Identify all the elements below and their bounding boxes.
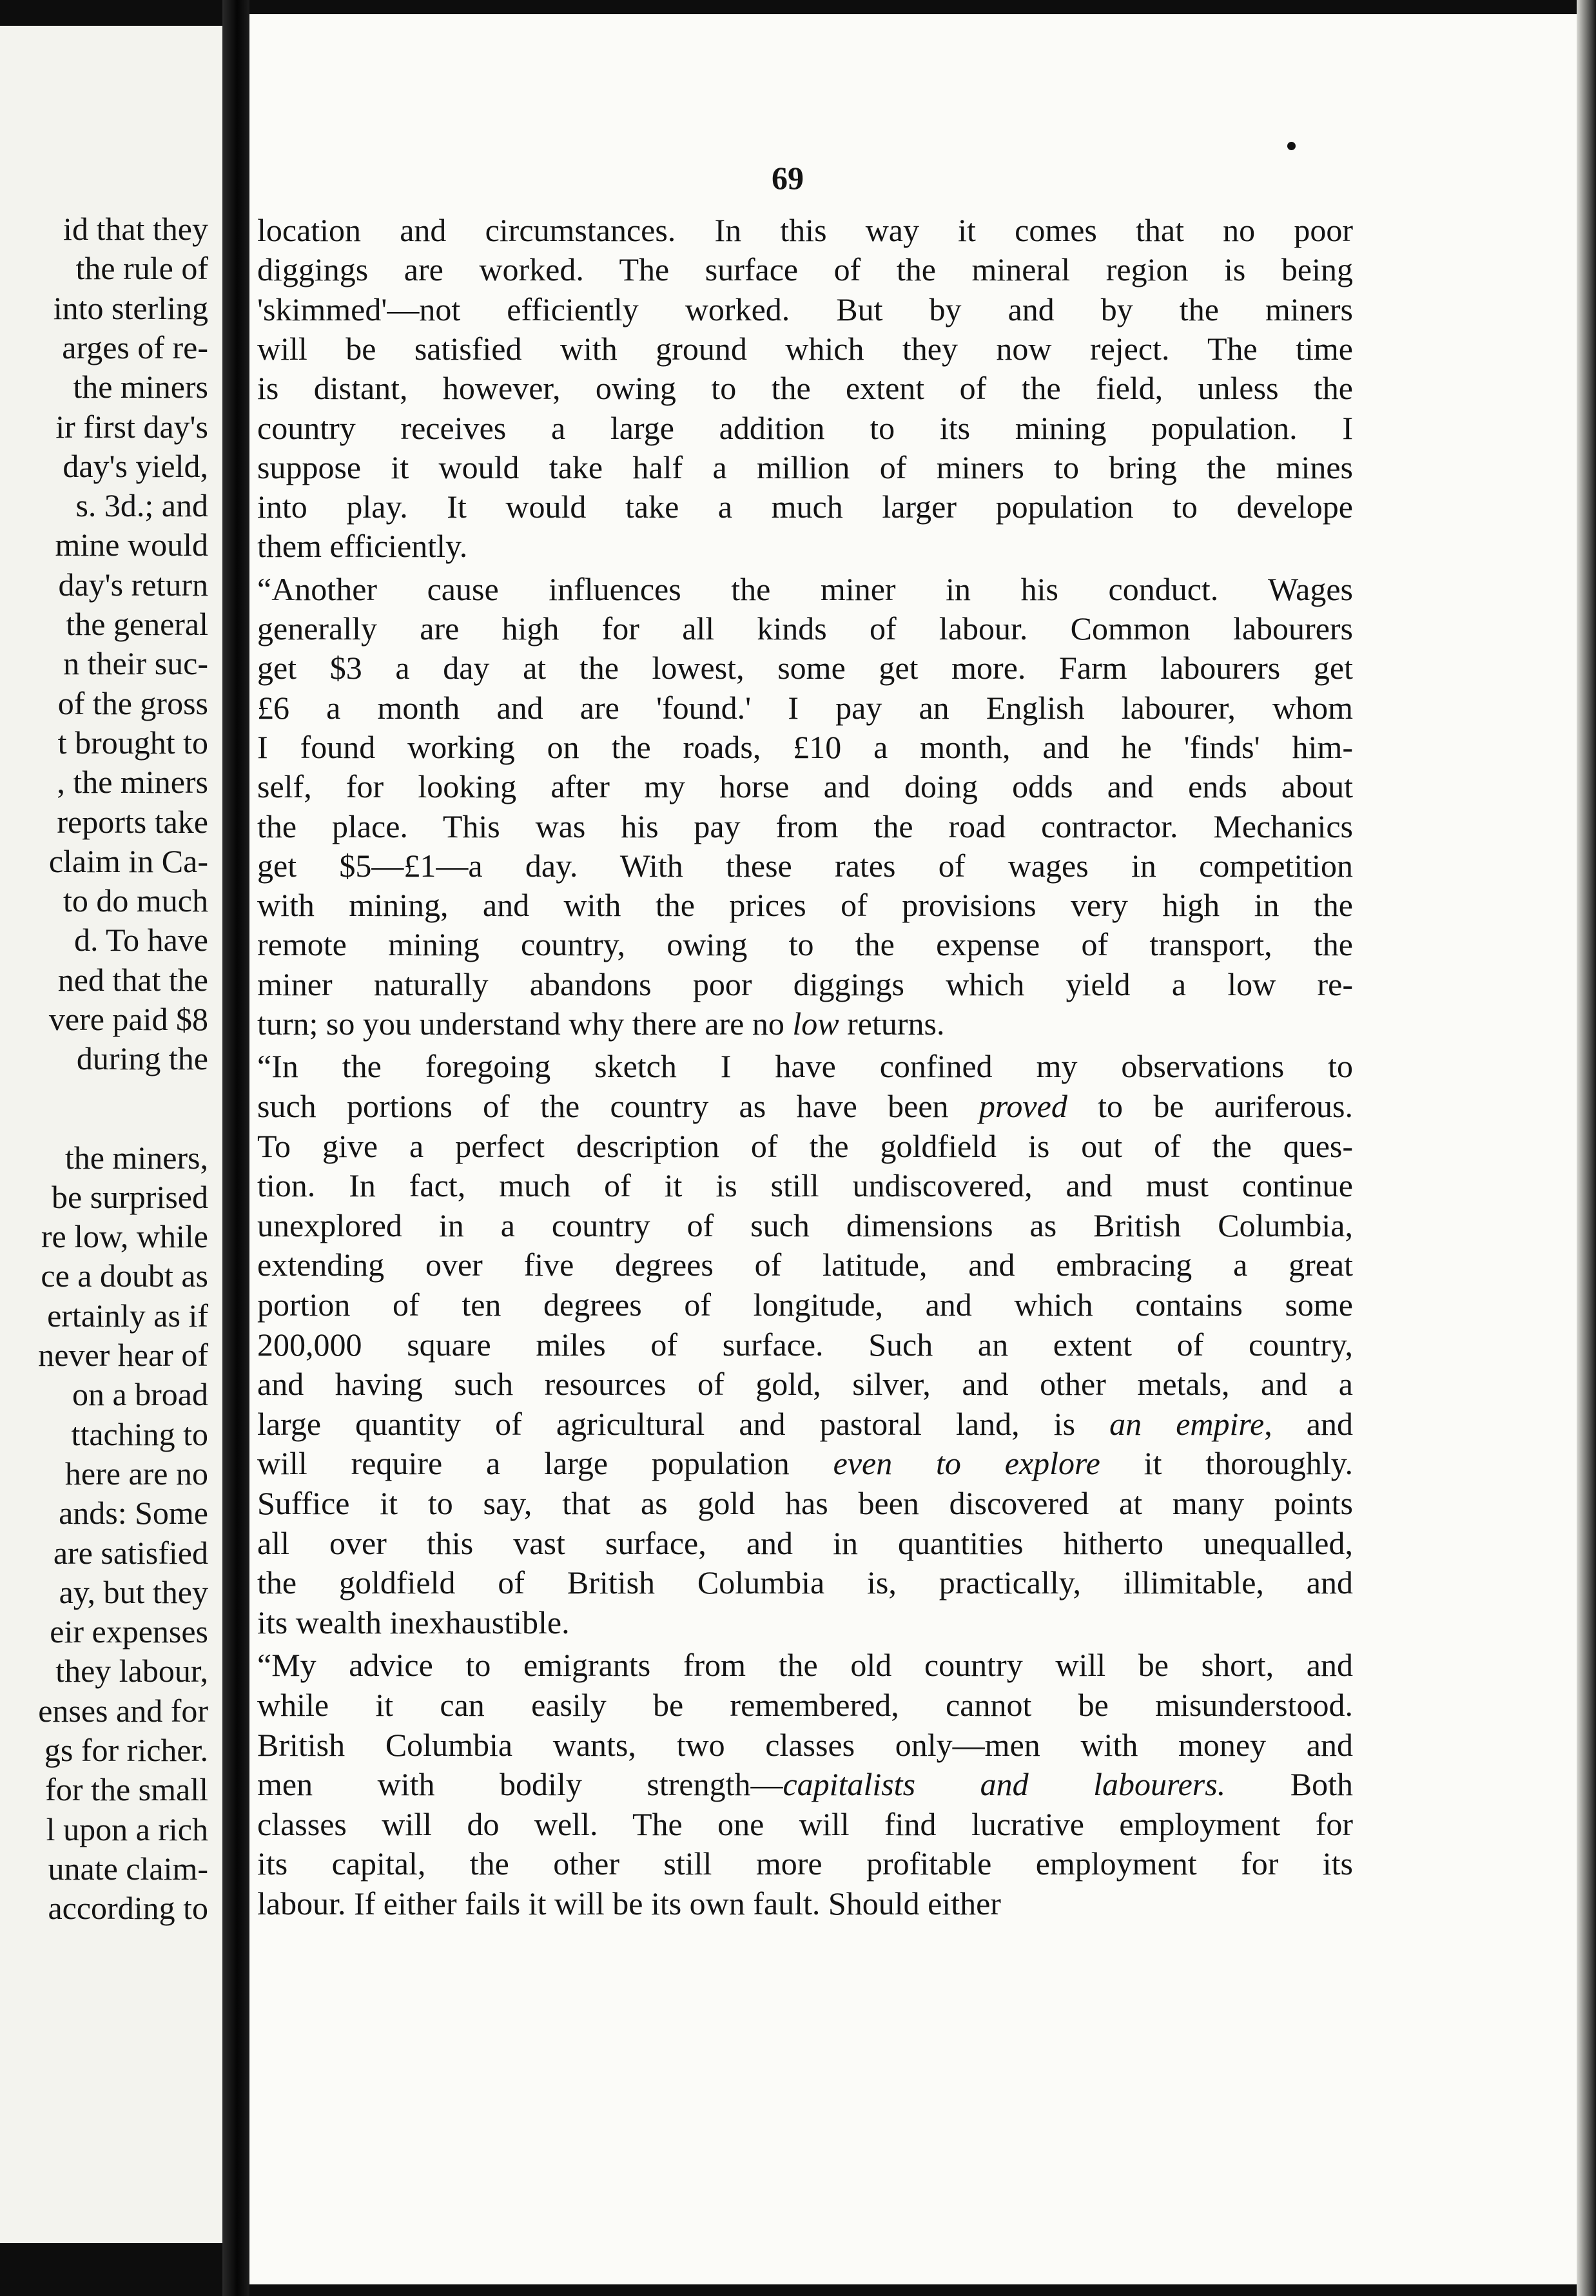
left-page-fragment	[0, 26, 222, 2243]
text-segment: Both	[1225, 1766, 1353, 1803]
left-page-line: arges of re-	[62, 329, 208, 365]
left-page-line: ned that the	[57, 961, 208, 998]
text-line	[257, 1328, 1353, 1361]
text-segment: portion of ten degrees of longitude, and which contains some	[257, 1286, 1353, 1323]
left-page-line: l upon a rich	[46, 1811, 208, 1847]
text-segment: diggings are worked. The surface of the mineral region is being	[257, 251, 1353, 288]
italic-text: proved	[978, 1087, 1067, 1124]
text-line	[257, 1847, 1353, 1880]
text-line	[257, 1405, 1353, 1442]
left-page-line: claim in Ca-	[48, 842, 208, 879]
text-segment: and having such resources of gold, silver, and other metals, and a	[257, 1366, 1353, 1403]
text-line	[257, 887, 1353, 924]
left-page-line: s. 3d.; and	[75, 487, 208, 524]
text-line	[257, 770, 1353, 803]
text-segment: To give a perfect description of the goldfield is out of the ques-	[257, 1127, 1353, 1164]
text-line	[257, 1127, 1353, 1164]
left-page-line: ir first day's	[55, 408, 208, 445]
left-page-line: n their suc-	[63, 645, 208, 682]
text-line	[257, 451, 1353, 483]
left-page-line: re low, while	[41, 1218, 208, 1255]
left-page-line: on a broad	[72, 1376, 208, 1413]
text-segment: labour. If either fails it will be its own fault. Should either	[257, 1885, 1001, 1921]
left-page-line: eir expenses	[50, 1613, 208, 1650]
left-page-line: for the small	[45, 1771, 208, 1808]
text-segment: classes will do well. The one will find lucrative employment for	[257, 1805, 1353, 1842]
text-segment: will require a large population	[257, 1445, 833, 1482]
text-line	[257, 528, 1353, 565]
text-segment: get $3 a day at the lowest, some get more. Farm labourers get	[257, 650, 1353, 686]
left-page-line: mine would	[55, 527, 208, 563]
text-segment: tion. In fact, much of it is still undiscovered, and must continue	[257, 1167, 1353, 1204]
text-line	[257, 370, 1353, 407]
left-page-line: are satisfied	[53, 1534, 208, 1571]
left-page-line: ttaching to	[71, 1416, 208, 1452]
text-segment: , and	[1264, 1405, 1353, 1442]
text-segment: its wealth inexhaustible.	[257, 1604, 570, 1640]
text-line	[257, 1524, 1353, 1561]
text-segment: unexplored in a country of such dimensions as British Columbia,	[257, 1207, 1353, 1243]
text-segment: returns.	[839, 1006, 945, 1042]
text-segment: generally are high for all kinds of labour. Common labourers	[257, 610, 1353, 647]
text-segment: remote mining country, owing to the expense of transport, the	[257, 926, 1353, 963]
text-segment: self, for looking after my horse and doing odds and ends about	[257, 768, 1353, 805]
text-line	[257, 214, 1353, 246]
text-line	[257, 1606, 1353, 1639]
left-page-line: according to	[48, 1890, 208, 1927]
text-segment: will be satisfied with ground which they now reject. The time	[257, 330, 1353, 367]
text-line	[257, 293, 1353, 326]
left-page-line: day's yield,	[63, 447, 208, 484]
italic-text: capitalists and labourers.	[783, 1766, 1226, 1803]
text-line	[257, 1887, 1353, 1920]
text-line	[257, 1366, 1353, 1403]
left-page-line: ce a doubt as	[41, 1258, 208, 1294]
text-segment: 'skimmed'—not efficiently worked. But by and by the miners	[257, 291, 1353, 327]
text-segment: while it can easily be remembered, cannot be misunderstood.	[257, 1686, 1353, 1723]
left-page-line: id that they	[63, 211, 208, 247]
text-segment: the place. This was his pay from the road contractor. Mechanics	[257, 808, 1353, 844]
text-line	[257, 1048, 1353, 1085]
text-line	[257, 1087, 1353, 1124]
italic-text: low	[792, 1006, 839, 1042]
text-line	[257, 1484, 1353, 1521]
text-line	[257, 1007, 1353, 1040]
left-page-line: vere paid $8	[48, 1001, 208, 1037]
text-line	[257, 1169, 1353, 1202]
text-segment: such portions of the country as have been	[257, 1087, 979, 1124]
left-page-line: enses and for	[38, 1692, 208, 1729]
left-page-line: ay, but they	[59, 1573, 208, 1610]
text-line	[257, 847, 1353, 884]
text-segment: turn; so you understand why there are no	[257, 1006, 793, 1042]
text-segment: “My advice to emigrants from the old country will be short, and	[257, 1647, 1353, 1684]
left-page-line: to do much	[63, 882, 208, 919]
left-page-line: ands: Some	[59, 1495, 208, 1532]
text-line	[257, 1445, 1353, 1482]
left-page-line: d. To have	[73, 922, 208, 958]
italic-text: an empire	[1109, 1405, 1265, 1442]
page-number: 69	[772, 160, 804, 196]
text-segment: “In the foregoing sketch I have confined my observations to	[257, 1048, 1353, 1085]
text-segment: to be auriferous.	[1067, 1087, 1353, 1124]
text-segment: them efficiently.	[257, 528, 468, 565]
text-segment: I found working on the roads, £10 a month, and he 'finds' him-	[257, 728, 1353, 765]
text-line	[257, 968, 1353, 1000]
text-segment: is distant, however, owing to the extent of the field, unless the	[257, 370, 1353, 407]
text-line	[257, 728, 1353, 765]
text-segment: Suffice it to say, that as gold has been discovered at many points	[257, 1484, 1353, 1521]
text-segment: into play. It would take a much larger population to develope	[257, 489, 1353, 525]
left-page-line: t brought to	[57, 724, 208, 761]
text-line	[257, 612, 1353, 645]
left-page-line: they labour,	[55, 1653, 208, 1689]
body-text	[249, 14, 1577, 2284]
text-line	[257, 926, 1353, 963]
text-segment: get $5—£1—a day. With these rates of wages in competition	[257, 847, 1353, 884]
text-line	[257, 1726, 1353, 1763]
text-line	[257, 1766, 1353, 1803]
text-line	[257, 1686, 1353, 1723]
left-page-line: be surprised	[52, 1178, 208, 1215]
left-page-line: the general	[66, 606, 208, 642]
text-line	[257, 409, 1353, 446]
left-page-line: reports take	[57, 803, 208, 840]
left-page-line: unate claim-	[48, 1850, 208, 1887]
text-line	[257, 810, 1353, 842]
left-page-line: here are no	[64, 1455, 208, 1492]
left-page-line: , the miners	[57, 764, 208, 801]
text-line	[257, 1286, 1353, 1323]
left-page-line: into sterling	[53, 289, 208, 326]
text-line	[257, 1647, 1353, 1684]
left-page-line: the miners	[73, 369, 208, 405]
text-line	[257, 570, 1353, 607]
text-line	[257, 1805, 1353, 1842]
text-line	[257, 491, 1353, 523]
text-line	[257, 330, 1353, 367]
left-page-line: the rule of	[75, 250, 208, 287]
text-segment: British Columbia wants, two classes only—men with money and	[257, 1726, 1353, 1763]
right-page	[249, 14, 1577, 2284]
text-segment: country receives a large addition to its mining population. I	[257, 409, 1353, 446]
text-segment: it thoroughly.	[1100, 1445, 1353, 1482]
left-page-line: never hear of	[38, 1337, 208, 1374]
text-segment: suppose it would take half a million of miners to bring the mines	[257, 449, 1353, 485]
left-page-line: day's return	[58, 566, 208, 603]
italic-text: even to explore	[833, 1445, 1100, 1482]
text-segment: all over this vast surface, and in quantities hitherto unequalled,	[257, 1524, 1353, 1561]
text-segment: extending over five degrees of latitude, and embracing a great	[257, 1247, 1353, 1283]
text-segment: location and circumstances. In this way it comes that no poor	[257, 212, 1353, 248]
text-line	[257, 1566, 1353, 1599]
text-line	[257, 689, 1353, 726]
page-edge	[1577, 0, 1596, 2296]
text-segment: with mining, and with the prices of provisions very high in the	[257, 887, 1353, 924]
text-segment: “Another cause influences the miner in his conduct. Wages	[257, 570, 1353, 607]
text-segment: 200,000 square miles of surface. Such an extent of country,	[257, 1326, 1353, 1363]
text-segment: men with bodily strength—	[257, 1766, 783, 1803]
left-page-line: of the gross	[57, 685, 208, 721]
text-segment: its capital, the other still more profitable employment for its	[257, 1845, 1353, 1882]
text-line	[257, 1249, 1353, 1281]
text-segment: the goldfield of British Columbia is, practically, illimitable, and	[257, 1564, 1353, 1601]
text-line	[257, 652, 1353, 684]
text-segment: £6 a month and are 'found.' I pay an English labourer, whom	[257, 689, 1353, 726]
left-page-line: gs for richer.	[44, 1732, 208, 1769]
text-line	[257, 253, 1353, 286]
text-segment: miner naturally abandons poor diggings which yield a low re-	[257, 966, 1353, 1002]
left-page-line: ertainly as if	[47, 1297, 208, 1334]
left-page-line: the miners,	[64, 1139, 208, 1176]
text-line	[257, 1209, 1353, 1241]
left-page-line: during the	[76, 1040, 208, 1077]
text-segment: large quantity of agricultural and pastoral land, is	[257, 1405, 1110, 1442]
book-gutter	[222, 0, 249, 2296]
